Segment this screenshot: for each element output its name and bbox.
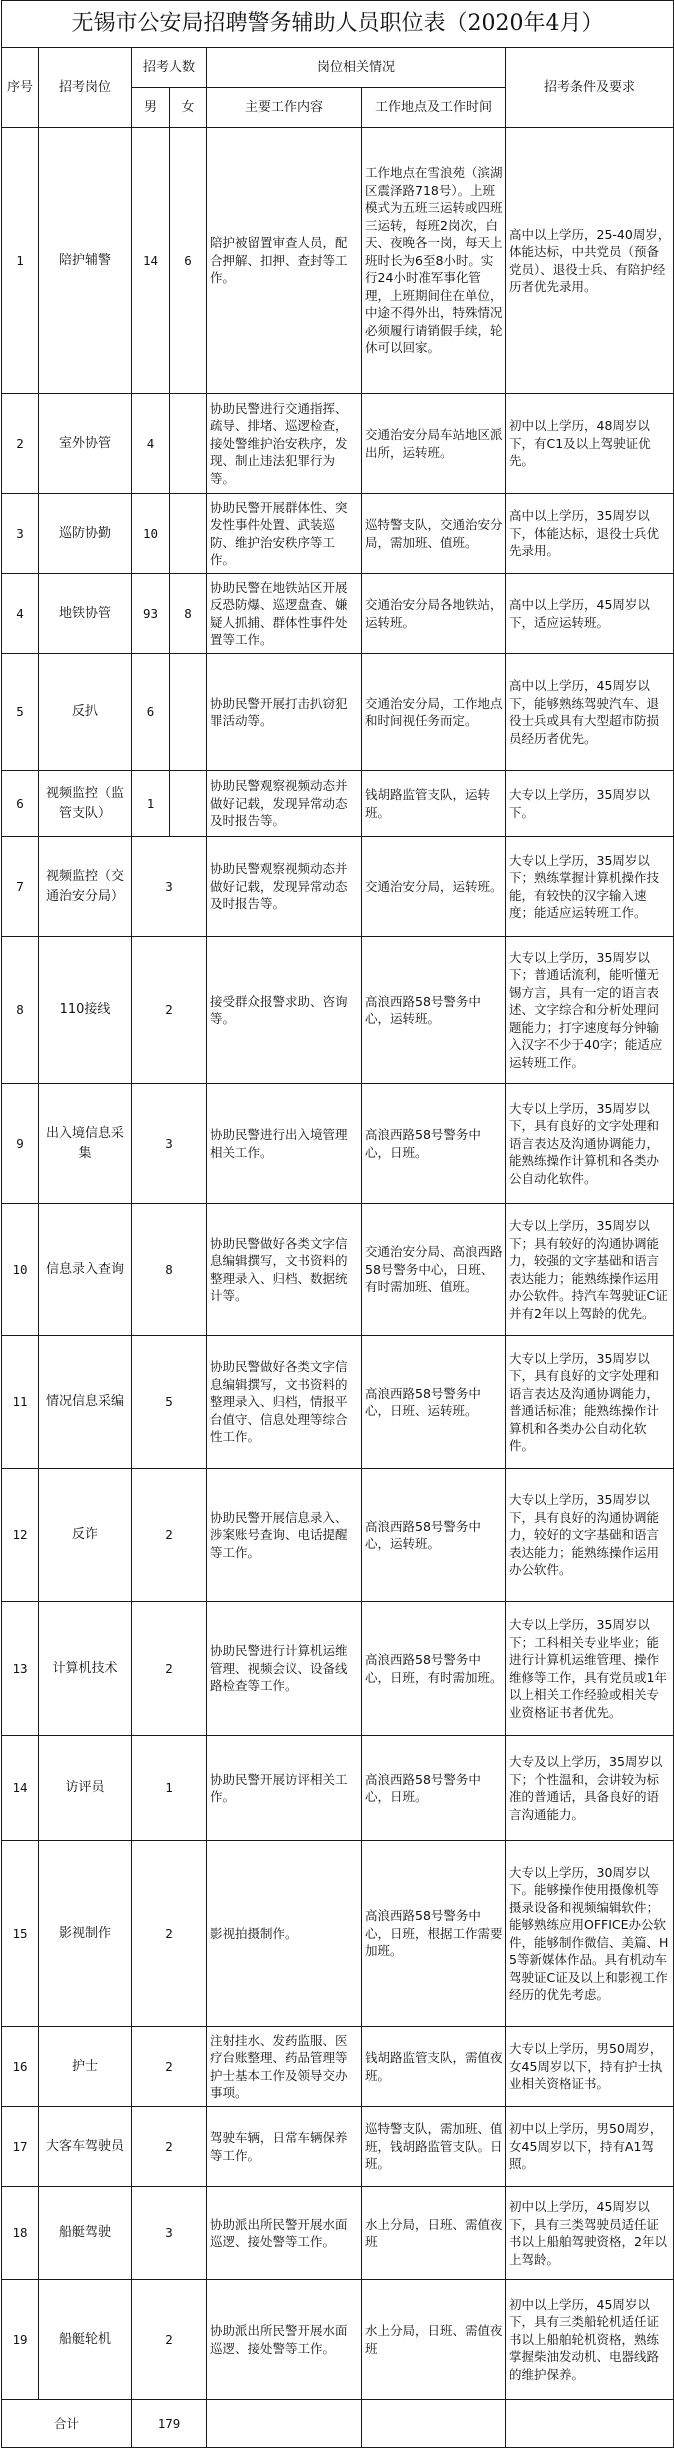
row-duties: 驾驶车辆，日常车辆保养等工作。	[207, 2107, 362, 2187]
row-seq: 18	[2, 2187, 39, 2280]
row-position: 信息录入查询	[39, 1204, 132, 1336]
row-location: 交通治安分局车站地区派出所，运转班。	[362, 394, 506, 494]
row-seq: 17	[2, 2107, 39, 2187]
row-duties: 协助民警进行交通指挥、疏导、排堵、巡逻检查，接处警维护治安秩序，发现、制止违法犯罪行为等。	[207, 394, 362, 494]
row-requirements: 高中以上学历，35周岁以下，体能达标，退役士兵优先录用。	[506, 494, 674, 574]
row-male: 4	[132, 394, 170, 494]
row-location: 钱胡路监管支队，需值夜班。	[362, 2027, 506, 2107]
row-requirements: 高中以上学历，45周岁以下，能够熟练驾驶汽车、退役士兵或具有大型超市防损员经历者优先。	[506, 654, 674, 771]
row-seq: 6	[2, 771, 39, 837]
row-seq: 4	[2, 574, 39, 654]
row-female	[170, 771, 207, 837]
row-location: 交通治安分局各地铁站，运转班。	[362, 574, 506, 654]
row-requirements: 大专以上学历，35周岁以下；普通话流利，能听懂无锡方言，具有一定的语言表述、文字综合和分析处理问题能力；打字速度每分钟输入汉字不少于40字；能适应运转班工作。	[506, 937, 674, 1084]
row-location: 工作地点在雪浪苑（滨湖区震泽路718号）。上班模式为五班三运转或四班三运转，每班2岗次，白天、夜晚各一岗，每天上班时长为6至8小时。实行24小时准军事化管理，上班期间住在单位，中途不得外出，特殊情况必须履行请销假手续，轮休可以回家。	[362, 128, 506, 394]
table-row	[2, 394, 674, 494]
row-duties: 协助民警开展打击扒窃犯罪活动等。	[207, 654, 362, 771]
row-total-count: 2	[132, 2027, 207, 2107]
row-requirements: 初中以上学历，男50周岁，女45周岁以下，持有A1驾照。	[506, 2107, 674, 2187]
header-position: 招考岗位	[39, 48, 132, 128]
row-duties: 接受群众报警求助、咨询等。	[207, 937, 362, 1084]
table-row	[2, 771, 674, 837]
row-position: 视频监控（监管支队）	[39, 771, 132, 837]
row-location: 交通治安分局，运转班。	[362, 837, 506, 937]
row-requirements: 初中以上学历，45周岁以下，具有三类船轮机适任证书以上船舶轮机资格，熟练掌握柴油发动机、电器线路的维护保养。	[506, 2280, 674, 2400]
row-seq: 11	[2, 1336, 39, 1469]
row-location: 巡特警支队，交通治安分局，需加班、值班。	[362, 494, 506, 574]
row-requirements: 初中以上学历，45周岁以下，具有三类驾驶员适任证书以上船舶驾驶资格，2年以上驾龄。	[506, 2187, 674, 2280]
row-location: 巡特警支队，需加班、值班，钱胡路监管支队。日班。	[362, 2107, 506, 2187]
table-row	[2, 2187, 674, 2280]
row-requirements: 大专以上学历，35周岁以下；工科相关专业毕业；能进行计算机运维管理、操作维修等工作，具有党员或1年以上相关工作经验或相关专业资格证书者优先。	[506, 1602, 674, 1736]
row-male: 10	[132, 494, 170, 574]
header-count-group: 招考人数	[132, 48, 207, 88]
row-requirements: 高中以上学历，45周岁以下，适应运转班。	[506, 574, 674, 654]
row-seq: 1	[2, 128, 39, 394]
row-duties: 协助民警开展群体性、突发性事件处置、武装巡防、维护治安秩序等工作。	[207, 494, 362, 574]
row-seq: 8	[2, 937, 39, 1084]
row-position: 大客车驾驶员	[39, 2107, 132, 2187]
row-total-count: 2	[132, 1602, 207, 1736]
row-female	[170, 654, 207, 771]
row-seq: 7	[2, 837, 39, 937]
table-row	[2, 1084, 674, 1204]
row-seq: 10	[2, 1204, 39, 1336]
row-position: 船艇轮机	[39, 2280, 132, 2400]
row-duties: 协助民警观察视频动态并做好记载，发现异常动态及时报告等。	[207, 771, 362, 837]
row-total-count: 3	[132, 2187, 207, 2280]
row-location: 水上分局，日班、需值夜班	[362, 2280, 506, 2400]
table-row	[2, 494, 674, 574]
table-row	[2, 1736, 674, 1841]
header-duties: 主要工作内容	[207, 88, 362, 128]
row-requirements: 高中以上学历，25-40周岁，体能达标，中共党员（预备党员）、退役士兵、有陪护经历者优先录用。	[506, 128, 674, 394]
total-empty-duties	[207, 2400, 362, 2448]
page-title: 无锡市公安局招聘警务辅助人员职位表（2020年4月）	[2, 1, 674, 48]
row-female	[170, 394, 207, 494]
row-total-count: 8	[132, 1204, 207, 1336]
row-duties: 协助民警观察视频动态并做好记载，发现异常动态及时报告等。	[207, 837, 362, 937]
table-row	[2, 1841, 674, 2027]
row-duties: 协助民警进行计算机运维管理、视频会议、设备线路检查等工作。	[207, 1602, 362, 1736]
row-total-count: 5	[132, 1336, 207, 1469]
table-row	[2, 2027, 674, 2107]
total-empty-requirements	[506, 2400, 674, 2448]
row-position: 反扒	[39, 654, 132, 771]
row-position: 访评员	[39, 1736, 132, 1841]
table-row	[2, 1204, 674, 1336]
row-location: 高浪西路58号警务中心，运转班。	[362, 1469, 506, 1602]
row-total-count: 2	[132, 2280, 207, 2400]
row-total-count: 2	[132, 1469, 207, 1602]
table-row	[2, 937, 674, 1084]
row-seq: 3	[2, 494, 39, 574]
row-total-count: 2	[132, 1841, 207, 2027]
table-row	[2, 574, 674, 654]
row-requirements: 大专以上学历，35周岁以下，具有良好的沟通协调能力，较好的文字基础和语言表达能力；能熟练操作运用办公软件。	[506, 1469, 674, 1602]
row-duties: 协助民警做好各类文字信息编辑撰写，文书资料的整理录入、归档、数据统计等。	[207, 1204, 362, 1336]
row-position: 地铁协管	[39, 574, 132, 654]
row-male: 1	[132, 771, 170, 837]
row-duties: 注射挂水、发药监服、医疗台账整理、药品管理等护士基本工作及领导交办事项。	[207, 2027, 362, 2107]
row-location: 高浪西路58号警务中心，日班，根据工作需要加班。	[362, 1841, 506, 2027]
row-position: 110接线	[39, 937, 132, 1084]
row-location: 高浪西路58号警务中心，运转班。	[362, 937, 506, 1084]
row-position: 巡防协勤	[39, 494, 132, 574]
table-row	[2, 2107, 674, 2187]
row-total-count: 1	[132, 1736, 207, 1841]
header-male: 男	[132, 88, 170, 128]
row-position: 反诈	[39, 1469, 132, 1602]
total-label: 合计	[2, 2400, 132, 2448]
row-seq: 16	[2, 2027, 39, 2107]
table-row	[2, 1336, 674, 1469]
row-requirements: 大专以上学历，35周岁以下。	[506, 771, 674, 837]
row-position: 出入境信息采集	[39, 1084, 132, 1204]
row-seq: 2	[2, 394, 39, 494]
total-empty-location	[362, 2400, 506, 2448]
row-requirements: 大专以上学历，35周岁以下；熟练掌握计算机操作技能，有较快的汉字输入速度；能适应运转班工作。	[506, 837, 674, 937]
header-info-group: 岗位相关情况	[207, 48, 506, 88]
row-female: 6	[170, 128, 207, 394]
row-position: 影视制作	[39, 1841, 132, 2027]
row-location: 高浪西路58号警务中心，日班，有时需加班。	[362, 1602, 506, 1736]
row-requirements: 大专以上学历，男50周岁，女45周岁以下，持有护士执业相关资格证书。	[506, 2027, 674, 2107]
row-position: 陪护辅警	[39, 128, 132, 394]
table-row	[2, 1469, 674, 1602]
header-female: 女	[170, 88, 207, 128]
row-duties: 影视拍摄制作。	[207, 1841, 362, 2027]
row-total-count: 3	[132, 1084, 207, 1204]
row-position: 情况信息采编	[39, 1336, 132, 1469]
row-seq: 5	[2, 654, 39, 771]
row-duties: 协助派出所民警开展水面巡逻、接处警等工作。	[207, 2187, 362, 2280]
row-duties: 协助派出所民警开展水面巡逻、接处警等工作。	[207, 2280, 362, 2400]
row-duties: 协助民警开展访评相关工作。	[207, 1736, 362, 1841]
row-location: 交通治安分局，工作地点和时间视任务而定。	[362, 654, 506, 771]
row-male: 6	[132, 654, 170, 771]
row-seq: 19	[2, 2280, 39, 2400]
row-position: 计算机技术	[39, 1602, 132, 1736]
row-location: 高浪西路58号警务中心，日班。	[362, 1084, 506, 1204]
row-seq: 15	[2, 1841, 39, 2027]
row-seq: 13	[2, 1602, 39, 1736]
row-duties: 协助民警做好各类文字信息编辑撰写，文书资料的整理录入、归档，情报平台值守、信息处理等综合性工作。	[207, 1336, 362, 1469]
table-row	[2, 654, 674, 771]
row-requirements: 大专以上学历，35周岁以下，具有良好的文字处理和语言表达及沟通协调能力，能熟练操作计算机和各类办公自动化软件。	[506, 1084, 674, 1204]
row-position: 视频监控（交通治安分局）	[39, 837, 132, 937]
row-female	[170, 494, 207, 574]
row-seq: 12	[2, 1469, 39, 1602]
table-row	[2, 2280, 674, 2400]
row-requirements: 大专及以上学历，35周岁以下；个性温和，会讲较为标准的普通话，具备良好的语言沟通能力。	[506, 1736, 674, 1841]
row-location: 高浪西路58号警务中心，日班。	[362, 1736, 506, 1841]
header-requirements: 招考条件及要求	[506, 48, 674, 128]
row-duties: 协助民警进行出入境管理相关工作。	[207, 1084, 362, 1204]
row-duties: 协助民警在地铁站区开展反恐防爆、巡逻盘查、嫌疑人抓捕、群体性事件处置等工作。	[207, 574, 362, 654]
row-requirements: 大专以上学历，35周岁以下；具有较好的沟通协调能力，较强的文字基础和语言表达能力；能熟练操作运用办公软件。持汽车驾驶证C证并有2年以上驾龄的优先。	[506, 1204, 674, 1336]
row-position: 护士	[39, 2027, 132, 2107]
row-female: 8	[170, 574, 207, 654]
row-total-count: 2	[132, 2107, 207, 2187]
row-position: 船艇驾驶	[39, 2187, 132, 2280]
total-row	[2, 2400, 674, 2448]
row-requirements: 初中以上学历，48周岁以下，有C1及以上驾驶证优先。	[506, 394, 674, 494]
row-location: 高浪西路58号警务中心，日班、运转班。	[362, 1336, 506, 1469]
row-male: 14	[132, 128, 170, 394]
header-seq: 序号	[2, 48, 39, 128]
row-requirements: 大专以上学历，35周岁以下，具有良好的文字处理和语言表达及沟通协调能力，普通话标准；能熟练操作计算机和各类办公自动化软件。	[506, 1336, 674, 1469]
row-requirements: 大专以上学历，30周岁以下。能够操作使用摄像机等摄录设备和视频编辑软件；能够熟练应用OFFICE办公软件，能够制作微信、美篇、H5等新媒体作品。具有机动车驾驶证C证及以上和影视工作经历的优先考虑。	[506, 1841, 674, 2027]
total-count: 179	[132, 2400, 207, 2448]
row-total-count: 2	[132, 937, 207, 1084]
row-location: 交通治安分局、高浪西路58号警务中心，日班、有时需加班、值班。	[362, 1204, 506, 1336]
row-duties: 陪护被留置审查人员，配合押解、扣押、查封等工作。	[207, 128, 362, 394]
row-duties: 协助民警开展信息录入、涉案账号查询、电话提醒等工作。	[207, 1469, 362, 1602]
row-seq: 9	[2, 1084, 39, 1204]
table-row	[2, 128, 674, 394]
header-location: 工作地点及工作时间	[362, 88, 506, 128]
row-total-count: 3	[132, 837, 207, 937]
table-row	[2, 837, 674, 937]
recruitment-table	[1, 0, 674, 2448]
row-seq: 14	[2, 1736, 39, 1841]
row-location: 钱胡路监管支队，运转班。	[362, 771, 506, 837]
row-position: 室外协管	[39, 394, 132, 494]
table-row	[2, 1602, 674, 1736]
row-location: 水上分局，日班、需值夜班	[362, 2187, 506, 2280]
row-male: 93	[132, 574, 170, 654]
